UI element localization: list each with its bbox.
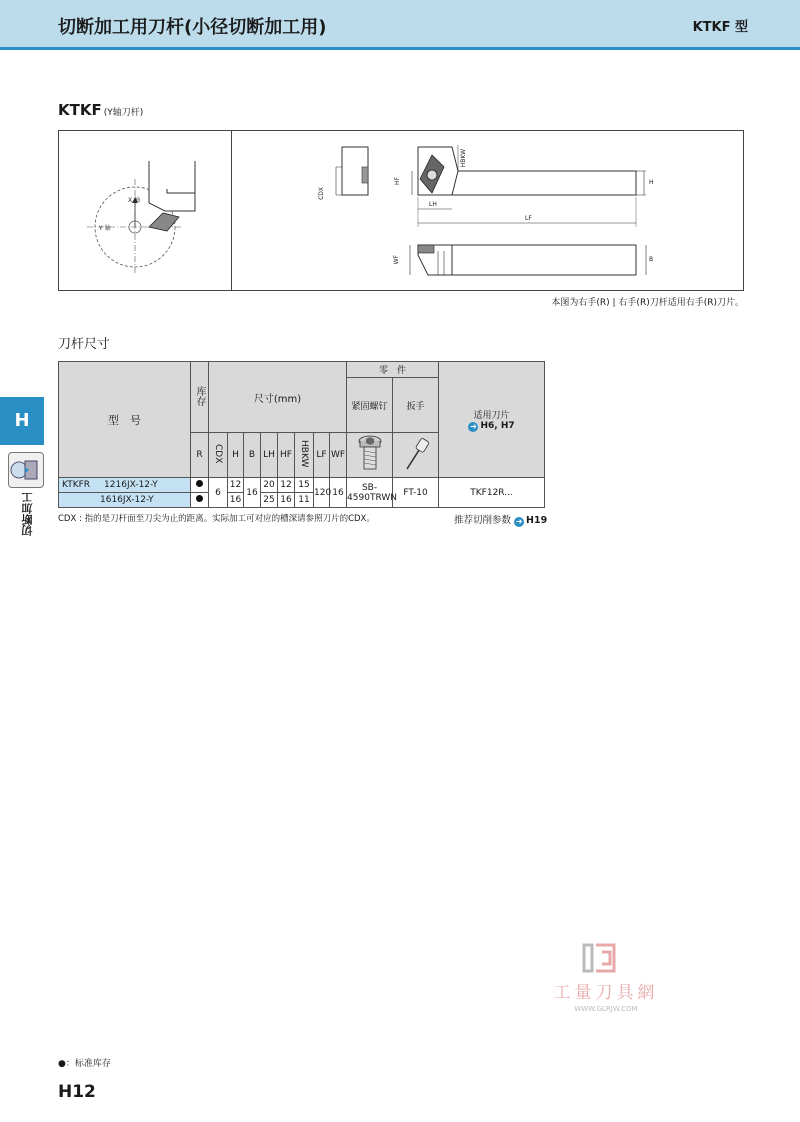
col-b: B xyxy=(244,433,261,478)
model-subtitle: (Y轴刀杆) xyxy=(103,108,144,118)
watermark-logo-icon xyxy=(580,942,620,976)
model-row-2: 1616JX-12-Y xyxy=(100,495,154,505)
wrench-image-cell xyxy=(393,433,439,478)
col-wf: WF xyxy=(330,433,347,478)
watermark xyxy=(536,942,676,1017)
model-row-1: 1216JX-12-Y xyxy=(104,480,158,490)
figure-note: 本图为右手(R) | 右手(R)刀杆适用右手(R)刀片。 xyxy=(551,298,744,308)
model-code: KTKF xyxy=(58,101,102,119)
arrow-right-icon: ➜ xyxy=(515,517,523,526)
header-stock xyxy=(191,362,209,433)
hf-row-1: 12 xyxy=(278,478,295,493)
watermark-text: 工量刀具網 xyxy=(553,983,659,1003)
screw-line-1: SB- xyxy=(361,482,378,493)
page-header xyxy=(0,0,800,50)
side-label: 切断加工 xyxy=(21,492,34,536)
lf-value: 120 xyxy=(314,478,330,508)
col-lf: LF xyxy=(314,433,330,478)
col-hbkw-label: HBKW xyxy=(299,439,309,468)
cutoff-tool-icon xyxy=(8,452,44,488)
dim-hf: HF xyxy=(394,177,401,185)
hbkw-row-1: 15 xyxy=(295,478,314,493)
col-cdx xyxy=(209,433,228,478)
h-row-2: 16 xyxy=(228,493,244,508)
workpiece-sketch xyxy=(59,131,231,290)
page-title: 切断加工用刀杆(小径切断加工用) xyxy=(58,17,327,38)
b-value: 16 xyxy=(244,478,261,508)
header-wrench: 扳手 xyxy=(393,378,439,433)
header-dimensions: 尺寸(mm) xyxy=(209,362,347,433)
wrench-value: FT-10 xyxy=(393,478,439,508)
header-insert xyxy=(439,362,545,478)
recommend-label: 推荐切削参数 xyxy=(454,515,512,526)
model-cell-2 xyxy=(59,493,191,508)
tool-figure xyxy=(58,130,744,291)
header-insert-label: 适用刀片 xyxy=(473,410,510,421)
stock-row-1 xyxy=(191,478,209,493)
dim-wf: WF xyxy=(393,255,400,265)
cdx-note: CDX : 指的是刀杆面至刀尖为止的距离。实际加工可对应的槽深请参照刀片的CDX。 xyxy=(58,514,375,524)
dim-cdx: CDX xyxy=(318,187,325,200)
stock-row-2 xyxy=(191,493,209,508)
wrench-icon xyxy=(401,435,431,473)
screw-value xyxy=(347,478,397,508)
model-cell-1 xyxy=(59,478,191,493)
stock-dot-icon xyxy=(196,495,203,502)
stock-footnote: ●：标准库存 xyxy=(58,1059,111,1069)
dim-h: H xyxy=(649,179,654,186)
watermark-url: WWW.GLRJW.COM xyxy=(574,1005,638,1013)
col-lh: LH xyxy=(261,433,278,478)
header-insert-ref[interactable] xyxy=(439,421,544,432)
col-h: H xyxy=(228,433,244,478)
x-axis-label: X 轴 xyxy=(128,197,141,204)
spec-table xyxy=(58,361,545,508)
dim-lf: LF xyxy=(525,215,532,222)
screw-icon xyxy=(357,435,383,473)
h-row-1: 12 xyxy=(228,478,244,493)
arrow-right-icon: ➜ xyxy=(470,421,477,431)
recommend-link[interactable] xyxy=(454,512,547,527)
wf-value: 16 xyxy=(330,478,347,508)
header-model: 型 号 xyxy=(59,362,191,478)
side-tab-h[interactable]: H xyxy=(0,397,44,445)
header-stock-label: 库存 xyxy=(194,385,205,406)
col-cdx-label: CDX xyxy=(213,443,223,464)
section-title: 刀杆尺寸 xyxy=(58,337,111,352)
cutoff-tool-graphic xyxy=(9,453,43,487)
cdx-value: 6 xyxy=(209,478,228,508)
header-parts: 零 件 xyxy=(347,362,439,378)
hbkw-row-2: 11 xyxy=(295,493,314,508)
lh-row-1: 20 xyxy=(261,478,278,493)
dim-lh: LH xyxy=(429,201,437,208)
type-label: KTKF 型 xyxy=(692,20,748,35)
stock-dot-icon xyxy=(196,480,203,487)
holder-drawing xyxy=(232,131,744,290)
model-heading xyxy=(58,101,143,119)
series-code: KTKFR xyxy=(62,480,91,490)
insert-ref-text: H6, H7 xyxy=(480,420,515,431)
col-hbkw xyxy=(295,433,314,478)
col-r: R xyxy=(191,433,209,478)
dim-b: B xyxy=(649,256,654,263)
header-screw: 紧固螺钉 xyxy=(347,378,393,433)
lh-row-2: 25 xyxy=(261,493,278,508)
page-number: H12 xyxy=(58,1082,96,1102)
col-hf: HF xyxy=(278,433,295,478)
insert-value: TKF12R... xyxy=(439,478,545,508)
y-axis-label: Y 轴 xyxy=(99,225,111,232)
hf-row-2: 16 xyxy=(278,493,295,508)
recommend-ref: H19 xyxy=(526,515,548,526)
screw-image-cell xyxy=(347,433,393,478)
screw-line-2: 4590TRWN xyxy=(347,492,397,503)
dim-hbkw: HBKW xyxy=(460,149,467,168)
